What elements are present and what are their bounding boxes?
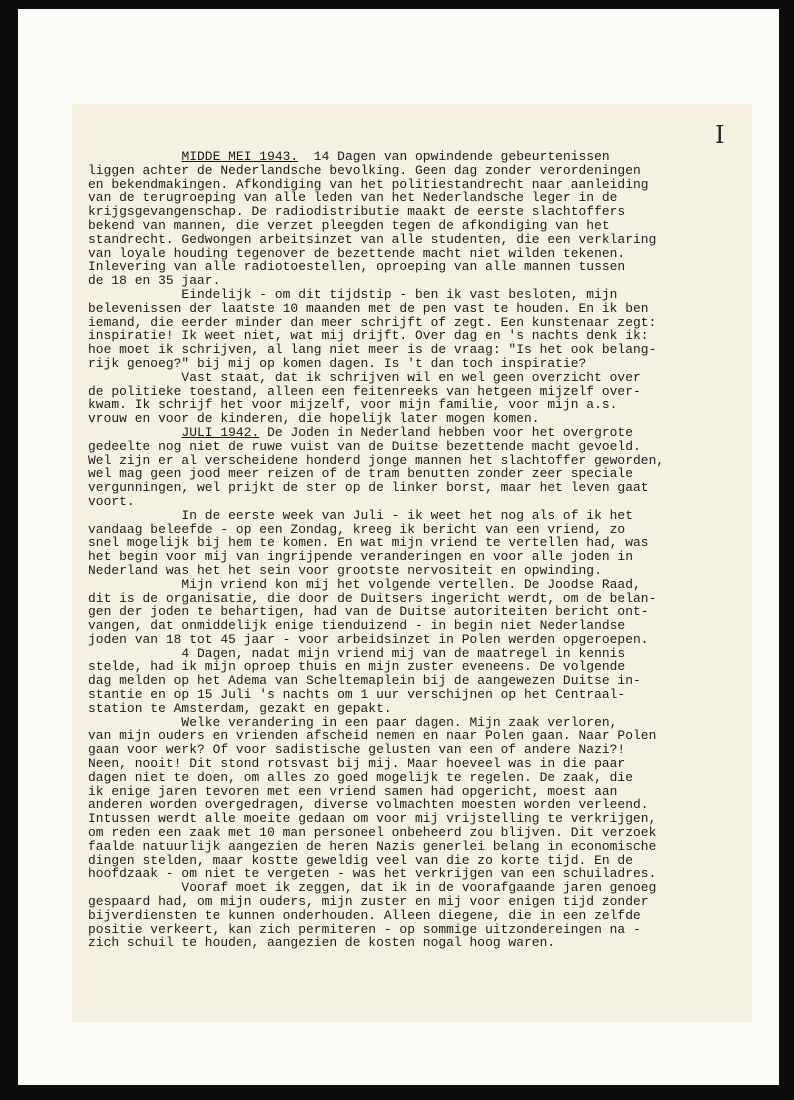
text-line: [88, 343, 738, 357]
line-text: Mijn vriend kon mij het volgende vertellen. De Joodse Raad,: [88, 576, 641, 592]
text-line: [88, 205, 738, 219]
text-line: [88, 647, 738, 661]
line-text: gen der joden te behartigen, had van de Duitse autoriteiten bericht ont-: [88, 604, 649, 620]
line-text: vangen, dat onmiddelijk enige tienduizend - in begin niet Nederlandse: [88, 618, 626, 634]
text-line: [88, 854, 738, 868]
line-text: gaan voor werk? Of voor sadistische gelusten van een of andere Nazi?!: [88, 742, 626, 758]
text-line: [88, 550, 738, 564]
line-text: hoe moet ik schrijven, al lang niet meer is de vraag: "Is het ook belang-: [88, 342, 657, 358]
text-line: [88, 467, 738, 481]
line-text: stantie en op 15 Juli 's nachts om 1 uur verschijnen op het Centraal-: [88, 687, 626, 703]
line-text: vrouw en voor de kinderen, die hopelijk later mogen komen.: [88, 411, 540, 427]
text-line: [88, 371, 738, 385]
text-line: [88, 729, 738, 743]
text-line: [88, 881, 738, 895]
text-line: [88, 674, 738, 688]
text-line: [88, 633, 738, 647]
line-text: positie verkeert, kan zich permiteren - op sommige uitzondereingen na -: [88, 921, 641, 937]
line-text: 14 Dagen van opwindende gebeurtenissen: [298, 149, 610, 164]
text-line: [88, 578, 738, 592]
text-line: [88, 812, 738, 826]
text-line: [88, 564, 738, 578]
line-text: wel mag geen jood meer reizen of de tram benutten zonder zeer speciale: [88, 466, 633, 482]
line-text: bekend van mannen, die verzet pleegden tegen de afkondiging van het: [88, 217, 610, 233]
line-text: dagen niet te doen, om alles zo goed mogelijk te regelen. De zaak, die: [88, 769, 633, 785]
text-line: [88, 260, 738, 274]
line-text: liggen achter de Nederlandsche bevolking. Geen dag zonder verordeningen: [88, 162, 641, 178]
line-text: anderen worden overgedragen, diverse volmachten moesten worden verleend.: [88, 797, 649, 813]
line-text: joden van 18 tot 45 jaar - voor arbeidsinzet in Polen werden opgeroepen.: [88, 631, 649, 647]
line-text: De Joden in Nederland hebben voor het overgrote: [259, 424, 634, 440]
text-line: [88, 923, 738, 937]
line-text: snel mogelijk bij hem te komen. En wat mijn vriend te vertellen had, was: [88, 535, 649, 551]
text-line: [88, 592, 738, 606]
text-line: [88, 481, 738, 495]
line-text: Eindelijk - om dit tijdstip - ben ik vast besloten, mijn: [88, 286, 618, 302]
text-line: [88, 302, 738, 316]
line-text: zich schuil te houden, aangezien de kosten nogal hoog waren.: [88, 935, 556, 951]
text-line: [88, 536, 738, 550]
line-text: Inlevering van alle radiotoestellen, oproeping van alle mannen tussen: [88, 259, 626, 275]
text-line: [88, 743, 738, 757]
line-text: om reden een zaak met 10 man personeel onbeheerd zou blijven. Dit verzoek: [88, 825, 657, 841]
text-line: [88, 164, 738, 178]
text-line: [88, 316, 738, 330]
line-text: gespaard had, om mijn ouders, mijn zuster en mij voor enigen tijd zonder: [88, 894, 649, 910]
line-text: de 18 en 35 jaar.: [88, 273, 221, 289]
line-text: rijk genoeg?" bij mij op komen dagen. Is 't dan toch inspiratie?: [88, 355, 587, 371]
line-text: dit is de organisatie, die door de Duitsers ingericht werdt, om de belan-: [88, 590, 657, 606]
section-heading: MIDDE MEI 1943.: [181, 149, 299, 164]
text-line: [88, 329, 738, 343]
text-line: [88, 150, 738, 164]
line-text: gedeelte nog niet de ruwe vuist van de Duitse bezettende macht gevoeld.: [88, 438, 641, 454]
text-line: [88, 398, 738, 412]
text-line: [88, 619, 738, 633]
text-line: [88, 826, 738, 840]
line-text: kwam. Ik schrijf het voor mijzelf, voor mijn familie, voor mijn a.s.: [88, 397, 618, 413]
text-line: [88, 523, 738, 537]
line-text: voort.: [88, 493, 135, 509]
line-text: de politieke toestand, alleen een feitenreeks van hetgeen mijzelf over-: [88, 383, 641, 399]
text-line: [88, 357, 738, 371]
text-line: [88, 440, 738, 454]
line-text: Nederland was het het sein voor grootste nervositeit en opwinding.: [88, 562, 602, 578]
text-line: [88, 509, 738, 523]
text-line: [88, 840, 738, 854]
page-number-mark: I: [715, 121, 725, 149]
text-line: [88, 785, 738, 799]
text-line: [88, 757, 738, 771]
text-line: [88, 660, 738, 674]
line-text: Welke verandering in een paar dagen. Mijn zaak verloren,: [88, 714, 618, 730]
line-text: krijgsgevangenschap. De radiodistributie maakt de eerste slachtoffers: [88, 204, 626, 220]
line-text: belevenissen der laatste 10 maanden met de pen vast te houden. En ik ben: [88, 300, 649, 316]
text-line: [88, 219, 738, 233]
text-line: [88, 426, 738, 440]
line-text: van mijn ouders en vrienden afscheid nemen en naar Polen gaan. Naar Polen: [88, 728, 657, 744]
text-line: [88, 274, 738, 288]
line-text: standrecht. Gedwongen arbeitsinzet van alle studenten, die een verklaring: [88, 231, 657, 247]
text-line: [88, 233, 738, 247]
text-line: [88, 688, 738, 702]
text-line: [88, 771, 738, 785]
text-line: [88, 495, 738, 509]
line-text: vandaag beleefde - op een Zondag, kreeg ik bericht van een vriend, zo: [88, 521, 626, 537]
line-text: ik enige jaren tevoren met een vriend samen had opgericht, moest aan: [88, 783, 618, 799]
text-line: [88, 288, 738, 302]
text-line: [88, 936, 738, 950]
line-text: iemand, die eerder minder dan meer schrijft of zegt. Een kunstenaar zegt:: [88, 314, 657, 330]
text-line: [88, 178, 738, 192]
text-line: [88, 605, 738, 619]
line-text: hoofdzaak - om niet te vergeten - was het verkrijgen van een schuiladres.: [88, 866, 657, 882]
line-text: dag melden op het Adema van Scheltemaplein bij de aangewezen Duitse in-: [88, 673, 641, 689]
line-text: stelde, had ik mijn oproep thuis en mijn zuster eveneens. De volgende: [88, 659, 626, 675]
line-text: station te Amsterdam, gezakt en gepakt.: [88, 700, 392, 716]
line-text: het begin voor mij van ingrijpende veranderingen en voor alle joden in: [88, 549, 633, 565]
text-line: [88, 412, 738, 426]
line-text: Wel zijn er al verscheidene honderd jonge mannen het slachtoffer geworden,: [88, 452, 665, 468]
text-line: [88, 191, 738, 205]
line-text: Vooraf moet ik zeggen, dat ik in de voorafgaande jaren genoeg: [88, 880, 657, 896]
text-line: [88, 454, 738, 468]
line-text: Neen, nooit! Dit stond rotsvast bij mij. Maar hoeveel was in die paar: [88, 756, 626, 772]
line-text: vergunningen, wel prijkt de ster op de linker borst, maar het leven gaat: [88, 480, 649, 496]
text-line: [88, 867, 738, 881]
line-text: faalde natuurlijk aangezien de heren Nazis generlei belang in economische: [88, 838, 657, 854]
text-line: [88, 716, 738, 730]
text-line: [88, 798, 738, 812]
text-line: [88, 247, 738, 261]
text-line: [88, 909, 738, 923]
line-text: inspiratie! Ik weet niet, wat mij drijft. Over dag en 's nachts denk ik:: [88, 328, 649, 344]
text-line: [88, 385, 738, 399]
text-line: [88, 702, 738, 716]
section-heading: JULI 1942.: [181, 424, 260, 440]
line-text: Intussen werdt alle moeite gedaan om voor mij vrijstelling te verkrijgen,: [88, 811, 657, 827]
line-text: dingen stelden, maar kostte geweldig veel van die zo korte tijd. En de: [88, 852, 633, 868]
line-text: In de eerste week van Juli - ik weet het nog als of ik het: [88, 507, 633, 523]
text-line: [88, 895, 738, 909]
line-text: van loyale houding tegenover de bezettende macht niet wilden tekenen.: [88, 245, 626, 261]
typewritten-text: [88, 150, 738, 950]
line-text: bijverdiensten te kunnen onderhouden. Alleen diegene, die in een zelfde: [88, 907, 641, 923]
line-text: en bekendmakingen. Afkondiging van het politiestandrecht naar aanleiding: [88, 176, 649, 192]
line-text: van de terugroeping van alle leden van het Nederlandsche leger in de: [88, 190, 618, 206]
line-text: 4 Dagen, nadat mijn vriend mij van de maatregel in kennis: [88, 645, 626, 661]
line-text: Vast staat, dat ik schrijven wil en wel geen overzicht over: [88, 369, 641, 385]
